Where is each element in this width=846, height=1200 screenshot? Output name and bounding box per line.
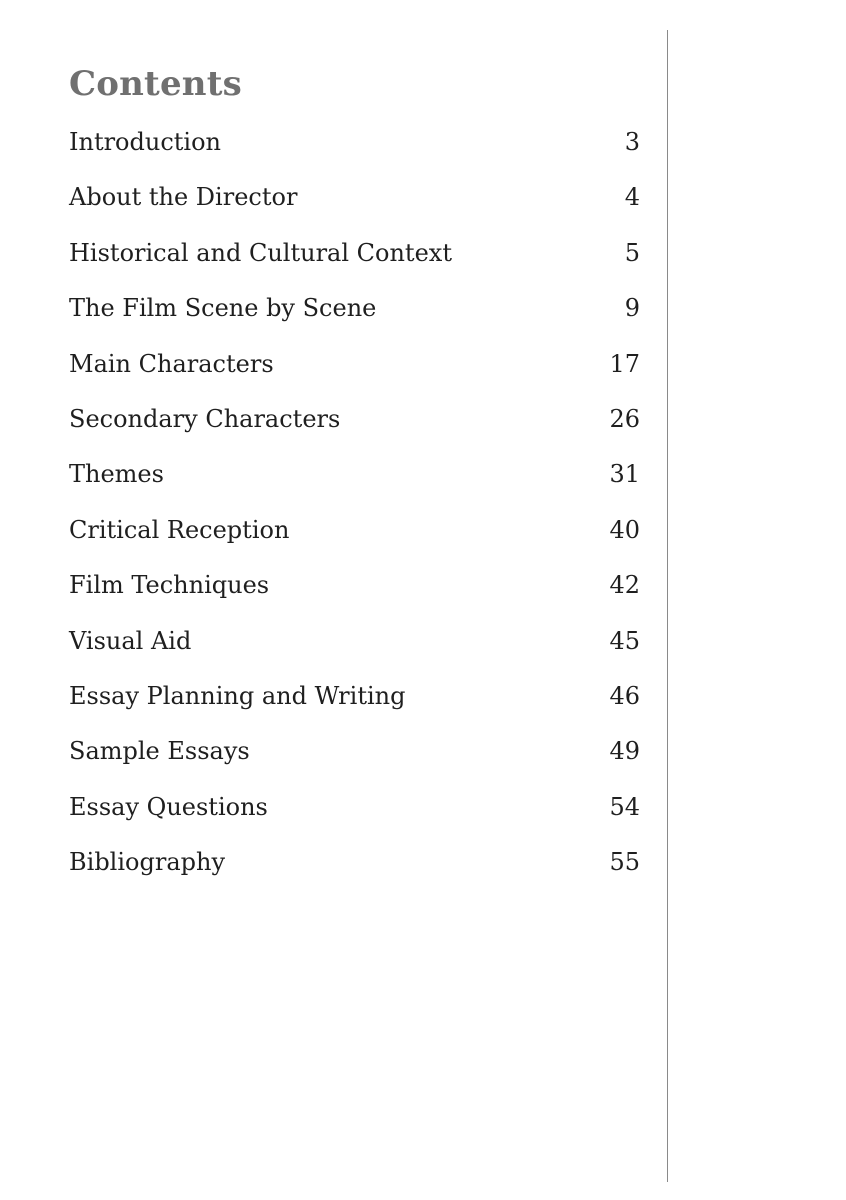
toc-entry-title: Introduction	[69, 128, 221, 156]
toc-entry-title: Main Characters	[69, 349, 274, 378]
toc-entry-main-characters[interactable]	[69, 337, 640, 392]
toc-entry-title: The Film Scene by Scene	[69, 294, 377, 323]
toc-entry-themes[interactable]	[69, 447, 640, 502]
toc-entry-critical-reception[interactable]	[69, 503, 640, 558]
toc-entry-page-number: 5	[624, 238, 640, 267]
toc-entry-title: Historical and Cultural Context	[69, 238, 452, 267]
toc-entry-visual-aid[interactable]	[69, 614, 640, 669]
toc-entry-page-number: 26	[609, 404, 640, 433]
toc-entry-page-number: 49	[609, 737, 640, 766]
toc-entry-title: Visual Aid	[69, 626, 192, 655]
toc-entry-about-the-director[interactable]	[69, 170, 640, 225]
toc-entry-sample-essays[interactable]	[69, 724, 640, 779]
toc-entry-page-number: 45	[609, 626, 640, 655]
toc-entry-title: Sample Essays	[69, 737, 250, 766]
toc-entry-page-number: 4	[624, 183, 640, 212]
toc-entry-title: Bibliography	[69, 848, 225, 877]
toc-entry-essay-questions[interactable]	[69, 780, 640, 835]
toc-entry-page-number: 17	[609, 349, 640, 378]
toc-entry-the-film-scene-by-scene[interactable]	[69, 281, 640, 336]
table-of-contents	[69, 115, 640, 890]
toc-entry-title: Secondary Characters	[69, 404, 341, 433]
toc-entry-page-number: 40	[609, 515, 640, 544]
toc-entry-title: Film Techniques	[69, 571, 270, 600]
toc-entry-title: Essay Questions	[69, 792, 268, 821]
toc-entry-secondary-characters[interactable]	[69, 392, 640, 447]
toc-entry-essay-planning-and-writing[interactable]	[69, 669, 640, 724]
toc-entry-page-number: 31	[609, 460, 640, 489]
toc-entry-historical-and-cultural-context[interactable]	[69, 226, 640, 281]
toc-entry-page-number: 55	[609, 848, 640, 877]
toc-entry-page-number: 3	[624, 128, 640, 156]
toc-entry-title: Critical Reception	[69, 515, 290, 544]
toc-entry-introduction[interactable]	[69, 115, 640, 170]
toc-entry-page-number: 54	[609, 792, 640, 821]
toc-entry-title: Essay Planning and Writing	[69, 681, 406, 710]
margin-divider-line	[667, 30, 668, 1182]
toc-entry-title: About the Director	[69, 183, 298, 212]
toc-entry-bibliography[interactable]	[69, 835, 640, 890]
toc-entry-film-techniques[interactable]	[69, 558, 640, 613]
page-title: Contents	[69, 64, 242, 104]
toc-entry-page-number: 46	[609, 681, 640, 710]
toc-entry-page-number: 42	[609, 571, 640, 600]
toc-entry-page-number: 9	[624, 294, 640, 323]
toc-entry-title: Themes	[69, 460, 164, 489]
